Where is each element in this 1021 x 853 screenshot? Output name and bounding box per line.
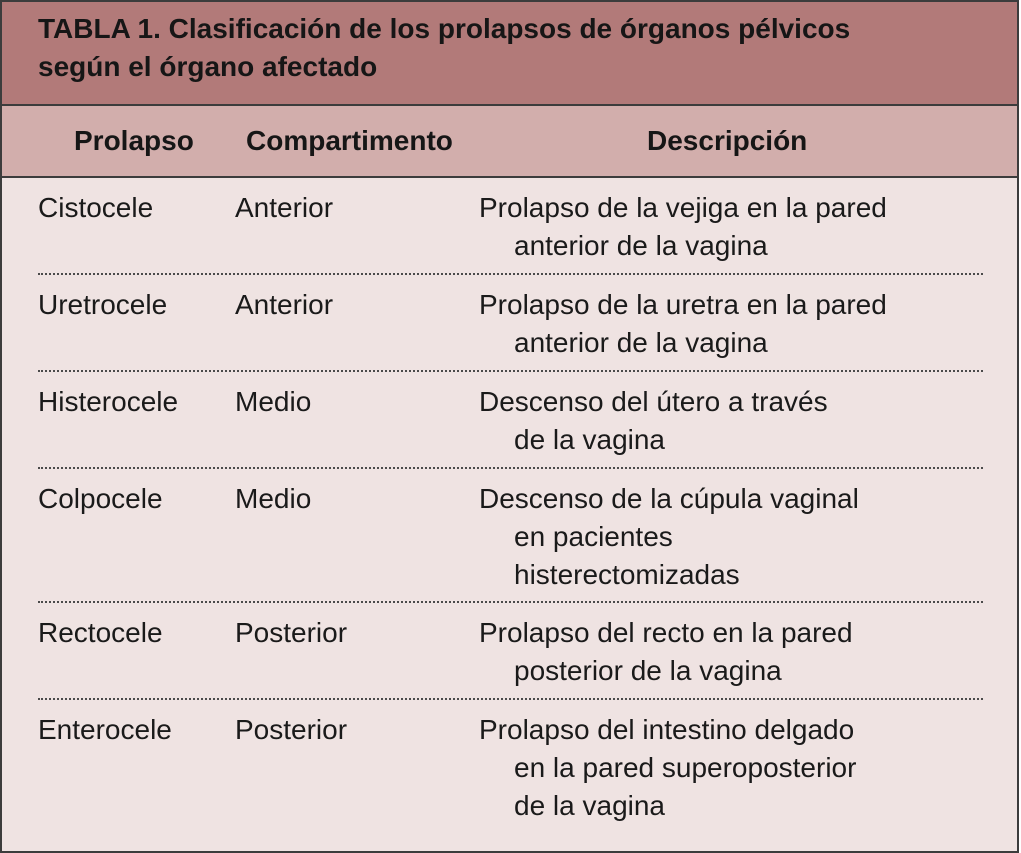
description-line: de la vagina bbox=[514, 424, 666, 455]
table-title-line-2: según el órgano afectado bbox=[38, 51, 378, 82]
description-line: Descenso de la cúpula vaginal bbox=[479, 483, 859, 514]
row-divider bbox=[38, 467, 983, 469]
cell-compartimento: Medio bbox=[235, 483, 312, 514]
description-line: Prolapso de la uretra en la pared bbox=[479, 289, 887, 320]
table-header-row bbox=[2, 106, 1017, 178]
description-line: histerectomizadas bbox=[514, 559, 740, 590]
table-title-bar bbox=[2, 2, 1017, 106]
cell-descripcion bbox=[479, 286, 887, 362]
cell-prolapso: Histerocele bbox=[38, 386, 179, 417]
row-divider bbox=[38, 273, 983, 275]
column-header-prolapso: Prolapso bbox=[74, 125, 194, 156]
description-line: Prolapso de la vejiga en la pared bbox=[479, 192, 887, 223]
description-line: posterior de la vagina bbox=[514, 655, 782, 686]
cell-descripcion bbox=[479, 480, 859, 594]
cell-compartimento: Medio bbox=[235, 386, 312, 417]
cell-compartimento: Anterior bbox=[235, 289, 334, 320]
description-line: Prolapso del intestino delgado bbox=[479, 714, 855, 745]
description-line: en pacientes bbox=[514, 521, 673, 552]
cell-descripcion bbox=[479, 383, 828, 459]
cell-compartimento: Posterior bbox=[235, 617, 348, 648]
column-header-descripcion: Descripción bbox=[647, 125, 808, 156]
cell-prolapso: Uretrocele bbox=[38, 289, 168, 320]
cell-descripcion bbox=[479, 189, 887, 265]
cell-prolapso: Rectocele bbox=[38, 617, 163, 648]
cell-descripcion bbox=[479, 614, 853, 690]
description-line: anterior de la vagina bbox=[514, 230, 768, 261]
description-line: de la vagina bbox=[514, 790, 666, 821]
cell-prolapso: Colpocele bbox=[38, 483, 163, 514]
description-line: anterior de la vagina bbox=[514, 327, 768, 358]
cell-prolapso: Cistocele bbox=[38, 192, 154, 223]
cell-compartimento: Anterior bbox=[235, 192, 334, 223]
description-line: en la pared superoposterior bbox=[514, 752, 857, 783]
row-divider bbox=[38, 698, 983, 700]
row-divider bbox=[38, 601, 983, 603]
table-title-line-1: TABLA 1. Clasificación de los prolapsos de órganos pélvicos bbox=[38, 13, 851, 44]
column-header-compartimento: Compartimento bbox=[246, 125, 453, 156]
row-divider bbox=[38, 370, 983, 372]
description-line: Prolapso del recto en la pared bbox=[479, 617, 853, 648]
table-title bbox=[38, 10, 998, 86]
cell-descripcion bbox=[479, 711, 856, 825]
cell-prolapso: Enterocele bbox=[38, 714, 172, 745]
cell-compartimento: Posterior bbox=[235, 714, 348, 745]
description-line: Descenso del útero a través bbox=[479, 386, 828, 417]
